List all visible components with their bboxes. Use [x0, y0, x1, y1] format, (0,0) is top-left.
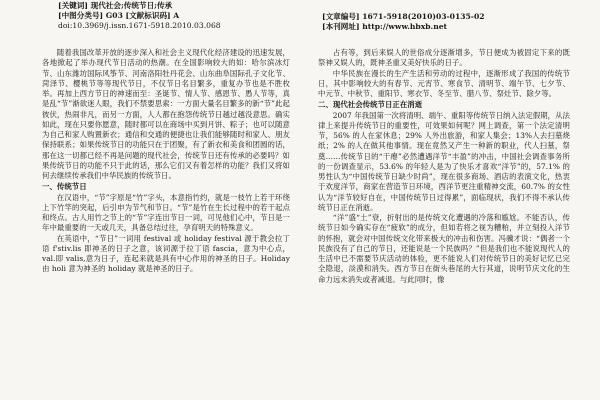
section-heading: 二、现代社会传统节日正在消逝: [318, 100, 423, 110]
article-number: [文章编号] 1671-5918(2010)03-0135-02: [322, 12, 485, 21]
right-column: [318, 48, 570, 285]
paragraph: 随着我国改革开放的逐步深入和社会主义现代化经济建设的迅速发展，各地掀起了举办现代节日活动的热潮。在全国影响较大的如：哈尔滨冰灯节、山东潍坊国际风筝节、河南洛阳牡丹花会、山东曲阜国际孔子文化节、菏泽节、樱桃节等等现代节日，不仅节日名目繁多，重复办节也是不胜枚举。再加上西方节日的神速而至：圣诞节、情人节、感恩节、愚人节等，真是乱“节”渐欲迷人眼，我们不禁要思索：一方面大量名目繁多的新“节”此起彼伏，热闹非凡，而另一方面，人人都在抱怨传统节日越过越没意思。确实如此，现在只要你愿意，随时都可以在商场中买到月饼、粽子；也可以随意为自己和家人购置新衣；通信和交通的便捷也让我们能够随时和家人、朋友保持联系；如果传统节日的功能只在于团聚，有了新衣和美食和团圆的话，那在这一切都已经不再是问题的现代社会，传统节日还有传承的必要吗？如果传统节日的功能不只于此的话，那么它们又有着怎样的功能？我们又将如何去继续传承我们中华民族的传统节日。: [42, 48, 290, 180]
keywords: [关键词] 现代社会;传统节日;传承: [58, 1, 173, 10]
paragraph: 占有等，到后来娱人的世俗成分逐渐增多，节日便成为被固定下来的既祭神又娱人的，既神圣重又美好快乐的日子。: [318, 48, 570, 68]
section-heading: 一、传统节日: [42, 182, 87, 192]
paragraph: 在英语中，“节日”一词用 festival 或 holiday festival 源于教会拉丁语 f'stiv.lis 即神圣的日子之意，该词源于拉丁语 fascia，意为中心点，val.即 valis,意为日子，连起来就是具有中心作用的神圣的日子。Holiday 由 holi 意为神圣的 holiday 就是神圣的日子。: [42, 233, 290, 274]
classification-codes: [中图分类号] G03 [文献标识码] A: [58, 11, 180, 20]
paragraph: 在汉语中，“节”字原是“竹”字头，本意指竹约，就是一枝竹上若干环绕上下竹竿的突起，后引申为节气和节日。“节”是竹在生长过程中的若干起点和终点。古人用竹之节上的“节”字连出节日一词，可见他们心中，节日是一年中最重要的一天或几天，具备总结过往，孕育明天的特殊意义。: [42, 192, 290, 233]
paragraph: 2007 年我国第一次将清明、端午、重阳等传统节日纳入法定假期，从法律上来提升传统节日的重要性，可效果如何呢？网上调查，第一个法定清明节，56% 的人在家休息；29% 人外出旅游，和家人集会；13%人去扫墓烧纸；2% 的人在做其他事情。现在竟然又产生一种新的职业，代人扫墓，祭奠……传统节日的“干瘪”必然遭遇洋节“丰盈”的冲击，中国社会调查事务所的一份调查显示，53.6% 的年轻人是为了快乐才喜欢“洋节”的，57.1% 的男性认为“中国传统节日缺少时尚”，现在很多商场、酒店的表演文化，热衷于欢度洋节，商家在营造节日环境，西洋节更注重精神交流，60.7% 的女性认为“洋节较好自在，中国传统节日过得累”，面临现状，我们不得不承认传统节日正在消逝。: [318, 110, 570, 212]
paragraph: 中华民族在漫长的生产生活和劳动的过程中，逐渐形成了我国的传统节日，其中影响较大的有春节、元宵节、寒食节、清明节、端午节、七夕节、中元节、中秋节、重阳节、寒衣节、冬至节、腊八节、祭灶节、除夕等。: [318, 68, 570, 98]
paragraph: “洋”盛“土”衰，折射出的是传统文化遭遇的冷落和尴尬。不能否认，传统节日如今确实存在“疲软”的成分，但如若将之视为糟粕，并立刻投入洋节的怀抱，就会对中国传统文化带来极大的冲击和伤害。冯骥才说：“偶者一个民族没有了自己的节日，还能说是一个民族吗？”但是我们也不能说现代人的生活中已不需要节庆活动的体验，更不能说人们对传统节日的美好记忆已完全隐退，淡漠和消失。西方节日在街头巷尾的大行其道，说明节庆文化的生命力远未消失或者减退。与此同时，像: [318, 213, 570, 284]
doi: doi:10.3969/j.issn.1671-5918.2010.03.068: [58, 21, 221, 30]
left-column: [42, 48, 290, 275]
journal-website: [本刊网址] http://www.hbxb.net: [322, 22, 448, 31]
article-metadata-left: [58, 1, 221, 31]
article-metadata-right: [322, 12, 485, 32]
